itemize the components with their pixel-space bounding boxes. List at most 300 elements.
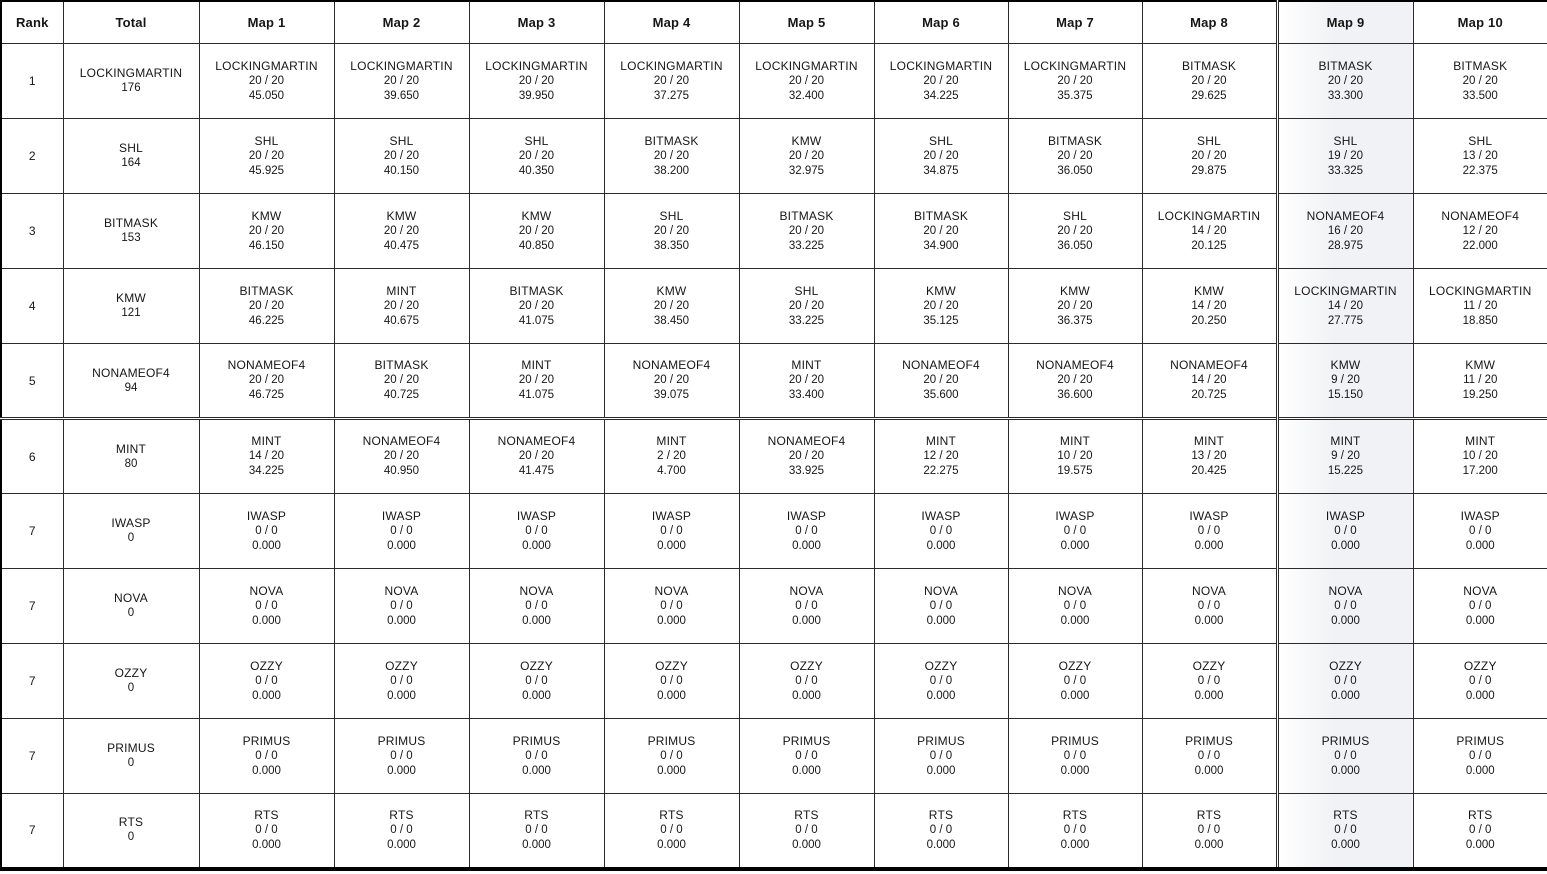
result-team-name: KMW — [1330, 358, 1361, 372]
result-team-name: OZZY — [520, 658, 553, 673]
leaderboard-row — [1, 119, 1547, 194]
map-3-result-cell — [469, 494, 604, 569]
total-score: 80 — [124, 457, 138, 470]
result-ratio: 11 / 20 — [1463, 299, 1498, 312]
result-team-name: BITMASK — [1047, 133, 1103, 148]
total-team-name: NOVA — [114, 591, 148, 605]
result-ratio: 0 / 0 — [1063, 674, 1087, 687]
result-ratio: 0 / 0 — [1334, 749, 1357, 762]
total-score: 121 — [121, 307, 141, 319]
result-team-name: SHL — [659, 208, 684, 223]
result-ratio: 14 / 20 — [1191, 374, 1227, 386]
map-5-result-cell — [739, 44, 874, 119]
result-team-name: BITMASK — [239, 283, 294, 298]
total-score: 0 — [127, 757, 135, 769]
map-2-result-cell — [334, 194, 469, 269]
result-team-name: MINT — [1465, 434, 1496, 448]
map-6-result-cell — [874, 344, 1008, 419]
leaderboard-body — [1, 44, 1547, 869]
map-9-result-cell — [1277, 119, 1413, 194]
result-points: 34.900 — [923, 239, 959, 252]
rank-cell: 7 — [1, 494, 63, 569]
result-team-name: PRIMUS — [1051, 733, 1099, 748]
result-team-name: IWASP — [1460, 508, 1500, 523]
result-ratio: 20 / 20 — [1057, 74, 1093, 87]
total-team-name: IWASP — [111, 516, 151, 530]
total-team-name: MINT — [115, 441, 147, 456]
map-1-result-cell — [199, 719, 334, 794]
header-row — [1, 1, 1547, 44]
result-points: 0.000 — [1465, 689, 1495, 702]
total-cell — [63, 194, 199, 269]
result-ratio: 0 / 0 — [1063, 749, 1087, 762]
result-points: 0.000 — [1194, 689, 1224, 702]
result-team-name: OZZY — [1329, 658, 1362, 673]
result-ratio: 20 / 20 — [788, 149, 825, 162]
result-points: 41.075 — [518, 314, 555, 327]
result-team-name: IWASP — [1325, 508, 1366, 523]
result-team-name: BITMASK — [913, 208, 969, 223]
result-ratio: 0 / 0 — [660, 823, 683, 836]
result-points: 27.775 — [1327, 314, 1364, 327]
result-ratio: 0 / 0 — [1197, 524, 1221, 537]
result-points: 0.000 — [252, 764, 281, 777]
map-6-column-header: Map 6 — [874, 1, 1008, 44]
map-3-result-cell — [469, 719, 604, 794]
map-2-result-cell — [334, 269, 469, 344]
result-points: 39.075 — [653, 389, 690, 401]
result-ratio: 20 / 20 — [653, 149, 690, 162]
total-team-name: NONAMEOF4 — [92, 365, 170, 380]
total-score: 153 — [121, 232, 141, 244]
map-1-result-cell — [199, 569, 334, 644]
result-points: 0.000 — [926, 838, 956, 851]
result-points: 0.000 — [1465, 539, 1495, 552]
result-team-name: KMW — [791, 133, 822, 148]
map-2-result-cell — [334, 419, 469, 494]
map-7-result-cell — [1008, 119, 1142, 194]
result-team-name: KMW — [1465, 358, 1496, 372]
result-ratio: 20 / 20 — [1057, 149, 1093, 162]
result-points: 38.350 — [653, 239, 690, 252]
result-ratio: 20 / 20 — [518, 74, 555, 87]
leaderboard-row — [1, 494, 1547, 569]
result-team-name: PRIMUS — [1185, 733, 1233, 748]
result-points: 35.600 — [923, 389, 959, 401]
rank-cell: 4 — [1, 269, 63, 344]
map-7-result-cell — [1008, 644, 1142, 719]
result-ratio: 0 / 0 — [390, 674, 413, 687]
map-10-result-cell — [1413, 44, 1547, 119]
result-ratio: 14 / 20 — [1191, 299, 1227, 312]
leaderboard-row — [1, 269, 1547, 344]
result-points: 15.150 — [1327, 389, 1364, 401]
result-points: 0.000 — [792, 764, 821, 777]
map-8-result-cell — [1142, 794, 1277, 869]
result-team-name: BITMASK — [1318, 58, 1373, 73]
result-points: 0.000 — [926, 539, 956, 552]
map-4-result-cell — [604, 344, 739, 419]
result-points: 0.000 — [657, 838, 686, 851]
result-team-name: RTS — [659, 807, 684, 822]
result-points: 45.925 — [248, 164, 285, 177]
result-points: 29.875 — [1191, 164, 1227, 177]
result-ratio: 0 / 0 — [1197, 749, 1221, 762]
result-ratio: 20 / 20 — [248, 224, 285, 237]
result-points: 0.000 — [252, 838, 281, 851]
result-team-name: NONAMEOF4 — [1036, 358, 1114, 372]
result-team-name: MINT — [656, 434, 687, 448]
result-ratio: 0 / 0 — [1197, 823, 1221, 836]
result-team-name: NONAMEOF4 — [767, 434, 846, 448]
result-points: 17.200 — [1462, 465, 1498, 477]
result-ratio: 20 / 20 — [383, 450, 420, 462]
result-team-name: SHL — [1468, 133, 1493, 148]
total-column-header: Total — [63, 1, 199, 44]
result-team-name: NOVA — [654, 583, 689, 598]
map-4-result-cell — [604, 494, 739, 569]
result-ratio: 20 / 20 — [923, 74, 959, 87]
map-8-result-cell — [1142, 494, 1277, 569]
result-points: 0.000 — [387, 539, 416, 552]
result-ratio: 0 / 0 — [525, 823, 548, 836]
total-team-name: LOCKINGMARTIN — [79, 66, 183, 80]
result-points: 28.975 — [1327, 239, 1364, 252]
result-team-name: MINT — [791, 358, 822, 372]
total-team-name: BITMASK — [103, 216, 159, 230]
map-3-result-cell — [469, 119, 604, 194]
result-points: 0.000 — [1194, 614, 1224, 627]
result-points: 15.225 — [1327, 465, 1364, 477]
result-ratio: 20 / 20 — [518, 374, 555, 386]
map-4-result-cell — [604, 569, 739, 644]
result-team-name: NONAMEOF4 — [902, 358, 980, 372]
result-team-name: RTS — [1468, 807, 1493, 822]
result-points: 0.000 — [1060, 614, 1090, 627]
map-2-result-cell — [334, 719, 469, 794]
result-team-name: NOVA — [384, 583, 419, 598]
result-points: 0.000 — [926, 689, 956, 702]
result-team-name: LOCKINGMARTIN — [1294, 283, 1397, 298]
result-points: 0.000 — [1060, 838, 1090, 851]
result-ratio: 20 / 20 — [1057, 299, 1093, 312]
result-team-name: PRIMUS — [917, 733, 965, 748]
map-9-result-cell — [1277, 269, 1413, 344]
map-4-result-cell — [604, 419, 739, 494]
result-team-name: NOVA — [789, 583, 824, 598]
result-points: 0.000 — [792, 539, 821, 552]
map-9-result-cell — [1277, 569, 1413, 644]
result-team-name: IWASP — [786, 508, 827, 523]
result-points: 40.150 — [383, 164, 420, 177]
map-1-result-cell — [199, 119, 334, 194]
result-team-name: KMW — [656, 283, 687, 298]
result-team-name: LOCKINGMARTIN — [889, 58, 993, 73]
result-ratio: 14 / 20 — [1327, 299, 1364, 312]
result-points: 46.725 — [248, 389, 285, 401]
result-team-name: NONAMEOF4 — [362, 434, 441, 448]
result-points: 34.225 — [923, 89, 959, 102]
map-3-result-cell — [469, 419, 604, 494]
result-ratio: 0 / 0 — [929, 524, 953, 537]
result-ratio: 0 / 0 — [525, 749, 548, 762]
result-points: 33.500 — [1462, 89, 1498, 102]
result-team-name: SHL — [929, 133, 953, 148]
result-ratio: 20 / 20 — [1327, 74, 1364, 87]
map-5-result-cell — [739, 494, 874, 569]
result-team-name: OZZY — [924, 658, 958, 673]
result-points: 0.000 — [792, 838, 821, 851]
result-team-name: LOCKINGMARTIN — [620, 58, 723, 73]
result-ratio: 20 / 20 — [383, 74, 420, 87]
map-3-result-cell — [469, 269, 604, 344]
result-team-name: NONAMEOF4 — [497, 434, 576, 448]
result-team-name: LOCKINGMARTIN — [350, 58, 453, 73]
result-points: 32.975 — [788, 164, 825, 177]
map-3-result-cell — [469, 644, 604, 719]
map-9-result-cell — [1277, 419, 1413, 494]
result-team-name: NOVA — [1058, 583, 1092, 598]
map-4-result-cell — [604, 644, 739, 719]
result-ratio: 0 / 0 — [1469, 749, 1492, 762]
total-cell — [63, 719, 199, 794]
rank-cell: 7 — [1, 569, 63, 644]
result-team-name: PRIMUS — [377, 733, 426, 748]
total-cell — [63, 119, 199, 194]
map-10-result-cell — [1413, 269, 1547, 344]
result-points: 33.225 — [788, 314, 825, 327]
result-points: 0.000 — [1194, 838, 1224, 851]
result-ratio: 20 / 20 — [788, 374, 825, 386]
result-team-name: RTS — [1062, 807, 1088, 822]
result-ratio: 20 / 20 — [653, 224, 690, 237]
total-score: 0 — [127, 682, 135, 694]
rank-cell: 2 — [1, 119, 63, 194]
result-ratio: 0 / 0 — [795, 524, 818, 537]
result-ratio: 13 / 20 — [1191, 450, 1227, 462]
map-2-column-header: Map 2 — [334, 1, 469, 44]
result-ratio: 20 / 20 — [518, 224, 555, 237]
result-team-name: PRIMUS — [782, 733, 831, 748]
total-cell — [63, 419, 199, 494]
map-6-result-cell — [874, 644, 1008, 719]
map-9-column-header: Map 9 — [1277, 1, 1413, 44]
result-team-name: OZZY — [1058, 658, 1092, 673]
result-team-name: IWASP — [921, 508, 961, 523]
result-ratio: 20 / 20 — [923, 374, 959, 386]
result-ratio: 20 / 20 — [788, 450, 825, 462]
map-1-result-cell — [199, 194, 334, 269]
map-8-result-cell — [1142, 344, 1277, 419]
total-cell — [63, 494, 199, 569]
result-points: 46.225 — [248, 314, 285, 327]
map-6-result-cell — [874, 269, 1008, 344]
result-ratio: 9 / 20 — [1331, 374, 1360, 386]
result-ratio: 0 / 0 — [1469, 599, 1492, 612]
total-cell — [63, 269, 199, 344]
result-points: 0.000 — [1465, 614, 1495, 627]
result-team-name: SHL — [1063, 208, 1087, 223]
result-team-name: RTS — [389, 807, 414, 822]
map-10-result-cell — [1413, 794, 1547, 869]
result-team-name: BITMASK — [509, 283, 564, 298]
leaderboard-row — [1, 794, 1547, 869]
result-points: 0.000 — [657, 764, 686, 777]
result-team-name: NONAMEOF4 — [632, 358, 711, 372]
leaderboard-row — [1, 344, 1547, 419]
result-ratio: 20 / 20 — [248, 299, 285, 312]
map-5-result-cell — [739, 344, 874, 419]
result-ratio: 12 / 20 — [923, 450, 959, 462]
map-7-result-cell — [1008, 419, 1142, 494]
leaderboard-row — [1, 644, 1547, 719]
result-points: 0.000 — [1465, 838, 1495, 851]
rank-column-header: Rank — [1, 1, 63, 44]
result-ratio: 0 / 0 — [390, 823, 413, 836]
map-5-result-cell — [739, 194, 874, 269]
result-points: 37.275 — [653, 89, 690, 102]
result-team-name: SHL — [1333, 133, 1358, 148]
result-team-name: PRIMUS — [512, 733, 561, 748]
leaderboard-row — [1, 569, 1547, 644]
map-9-result-cell — [1277, 794, 1413, 869]
result-points: 0.000 — [1194, 764, 1224, 777]
result-points: 0.000 — [387, 764, 416, 777]
total-team-name: OZZY — [114, 666, 148, 680]
result-points: 20.425 — [1191, 465, 1227, 477]
result-team-name: IWASP — [516, 508, 557, 523]
result-team-name: RTS — [254, 807, 279, 822]
map-7-column-header: Map 7 — [1008, 1, 1142, 44]
map-5-column-header: Map 5 — [739, 1, 874, 44]
result-team-name: RTS — [928, 807, 954, 822]
result-ratio: 20 / 20 — [518, 149, 555, 162]
result-team-name: LOCKINGMARTIN — [1429, 283, 1532, 298]
total-cell — [63, 344, 199, 419]
map-10-result-cell — [1413, 644, 1547, 719]
result-points: 41.475 — [518, 465, 555, 477]
map-6-result-cell — [874, 569, 1008, 644]
result-points: 33.225 — [788, 239, 825, 252]
result-team-name: NOVA — [924, 583, 958, 598]
result-team-name: KMW — [1060, 283, 1090, 298]
result-points: 0.000 — [522, 539, 551, 552]
result-ratio: 20 / 20 — [923, 299, 959, 312]
map-3-result-cell — [469, 569, 604, 644]
result-ratio: 0 / 0 — [1197, 674, 1221, 687]
result-points: 0.000 — [1194, 539, 1224, 552]
result-team-name: MINT — [1059, 434, 1091, 448]
result-ratio: 20 / 20 — [518, 450, 555, 462]
result-team-name: LOCKINGMARTIN — [215, 58, 318, 73]
rank-cell: 5 — [1, 344, 63, 419]
result-points: 22.375 — [1462, 164, 1498, 177]
result-ratio: 13 / 20 — [1462, 149, 1498, 162]
map-7-result-cell — [1008, 794, 1142, 869]
result-ratio: 20 / 20 — [1462, 74, 1498, 87]
result-points: 0.000 — [522, 614, 551, 627]
map-1-result-cell — [199, 269, 334, 344]
map-5-result-cell — [739, 419, 874, 494]
total-cell — [63, 44, 199, 119]
result-points: 0.000 — [657, 539, 686, 552]
result-points: 41.075 — [518, 389, 555, 401]
map-3-column-header: Map 3 — [469, 1, 604, 44]
result-ratio: 10 / 20 — [1462, 450, 1498, 462]
result-team-name: NOVA — [1328, 583, 1363, 598]
result-team-name: IWASP — [1189, 508, 1229, 523]
result-ratio: 0 / 0 — [390, 749, 413, 762]
map-2-result-cell — [334, 569, 469, 644]
result-team-name: NONAMEOF4 — [1306, 208, 1385, 223]
result-ratio: 20 / 20 — [518, 299, 555, 312]
result-points: 0.000 — [657, 689, 686, 702]
result-points: 0.000 — [387, 838, 416, 851]
map-6-result-cell — [874, 494, 1008, 569]
result-team-name: BITMASK — [1453, 58, 1508, 73]
map-5-result-cell — [739, 269, 874, 344]
map-7-result-cell — [1008, 44, 1142, 119]
total-team-name: KMW — [116, 291, 146, 305]
result-team-name: MINT — [1193, 434, 1225, 448]
map-7-result-cell — [1008, 194, 1142, 269]
result-team-name: MINT — [925, 434, 957, 448]
result-points: 0.000 — [926, 764, 956, 777]
result-points: 0.000 — [387, 614, 416, 627]
map-2-result-cell — [334, 494, 469, 569]
result-ratio: 11 / 20 — [1463, 374, 1498, 386]
result-ratio: 0 / 0 — [1334, 599, 1357, 612]
result-ratio: 20 / 20 — [1057, 374, 1093, 386]
result-points: 0.000 — [522, 838, 551, 851]
result-points: 0.000 — [1331, 539, 1360, 552]
result-points: 36.375 — [1057, 314, 1093, 327]
leaderboard-row — [1, 419, 1547, 494]
total-cell — [63, 794, 199, 869]
map-4-result-cell — [604, 794, 739, 869]
result-ratio: 0 / 0 — [1063, 599, 1087, 612]
result-points: 19.250 — [1462, 389, 1498, 401]
result-ratio: 20 / 20 — [788, 224, 825, 237]
map-8-result-cell — [1142, 44, 1277, 119]
result-team-name: NOVA — [519, 583, 554, 598]
result-ratio: 12 / 20 — [1462, 224, 1498, 237]
result-ratio: 20 / 20 — [383, 374, 420, 386]
map-2-result-cell — [334, 344, 469, 419]
map-7-result-cell — [1008, 569, 1142, 644]
result-team-name: KMW — [251, 208, 282, 223]
map-3-result-cell — [469, 344, 604, 419]
result-points: 0.000 — [1331, 764, 1360, 777]
result-ratio: 0 / 0 — [1334, 674, 1357, 687]
result-team-name: OZZY — [385, 658, 418, 673]
map-2-result-cell — [334, 644, 469, 719]
result-team-name: NONAMEOF4 — [227, 358, 306, 372]
result-ratio: 20 / 20 — [248, 374, 285, 386]
map-9-result-cell — [1277, 644, 1413, 719]
map-5-result-cell — [739, 794, 874, 869]
map-5-result-cell — [739, 569, 874, 644]
result-ratio: 0 / 0 — [660, 599, 683, 612]
result-team-name: MINT — [386, 283, 417, 298]
result-ratio: 0 / 0 — [1334, 524, 1357, 537]
result-points: 32.400 — [788, 89, 825, 102]
result-points: 0.000 — [792, 614, 821, 627]
result-points: 22.275 — [923, 465, 959, 477]
map-6-result-cell — [874, 44, 1008, 119]
result-points: 40.675 — [383, 314, 420, 327]
total-score: 94 — [124, 381, 138, 394]
